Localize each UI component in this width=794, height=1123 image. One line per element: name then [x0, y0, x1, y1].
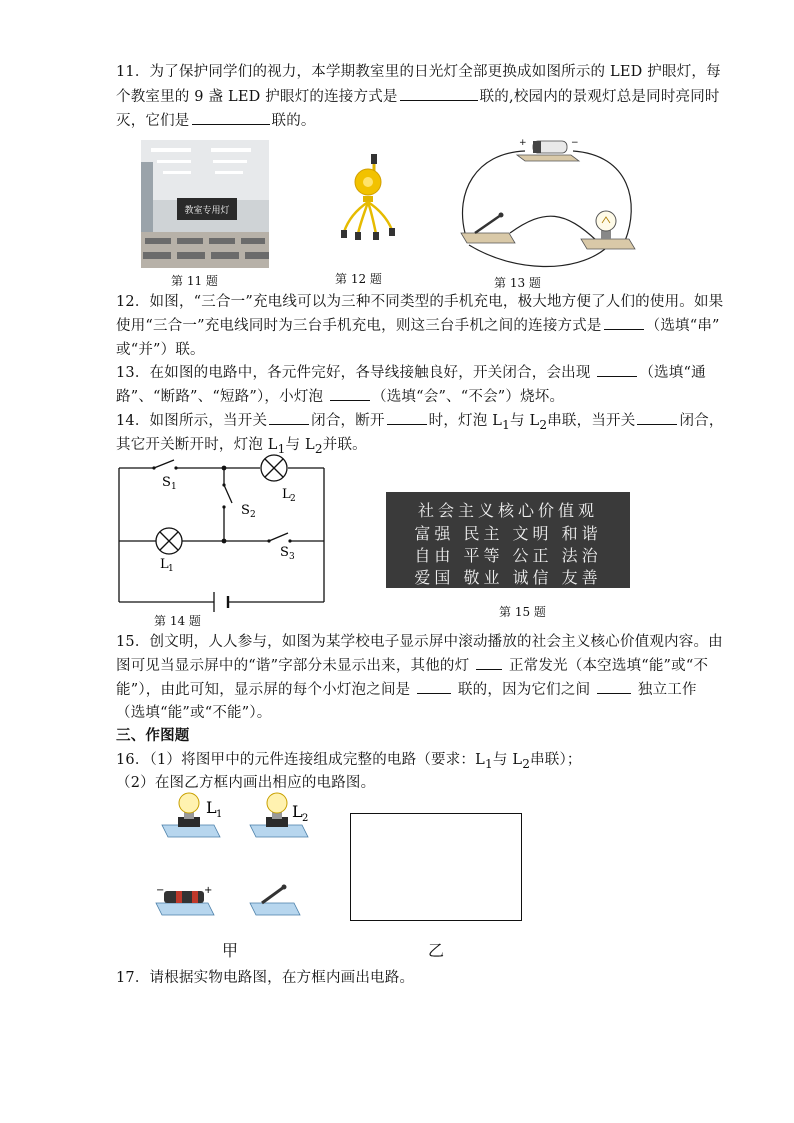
q12-line1: 12．如图，“三合一”充电线可以为三种不同类型的手机充电，极大地方便了人们的使用。如果 — [116, 294, 724, 310]
components-fig-jia — [158, 793, 318, 923]
label-s3-sub: 3 — [289, 552, 295, 562]
q11-line2 — [116, 85, 720, 106]
caption-fig15: 第 15 题 — [499, 605, 546, 619]
label-l2-sub: 2 — [302, 813, 309, 824]
q11-text: 联的。 — [271, 113, 316, 129]
q12-text: 使用“三合一”充电线同时为三台手机充电，则这三台手机之间的连接方式是 — [116, 318, 602, 334]
label-l1: L — [160, 557, 169, 572]
subscript: 2 — [539, 417, 548, 432]
label-s2-sub: 2 — [250, 510, 256, 520]
q16-text: 与 L — [492, 752, 523, 768]
subscript: 2 — [314, 441, 323, 456]
drawing-box-yi[interactable] — [350, 813, 522, 921]
label-s1-sub: 1 — [171, 482, 177, 492]
label-yi: 乙 — [428, 941, 445, 960]
answer-blank[interactable] — [387, 423, 427, 425]
q12-line2 — [116, 314, 720, 335]
q13-line1 — [116, 361, 706, 382]
q14-text: 并联。 — [322, 437, 367, 453]
q11-text: 联的,校园内的景观灯总是同时亮同时 — [479, 89, 720, 105]
answer-blank[interactable] — [400, 99, 478, 101]
q14-text: 14．如图所示，当开关 — [116, 413, 268, 429]
label-l2: L — [292, 802, 303, 821]
board-row: 自由 平等 公正 法治 — [414, 546, 602, 565]
board-row-title: 社会主义核心价值观 — [417, 501, 598, 520]
q13-line2 — [116, 385, 564, 406]
answer-blank[interactable] — [330, 399, 370, 401]
caption-fig11: 第 11 题 — [171, 274, 218, 288]
q16-line1 — [116, 748, 582, 771]
q12-text: （选填“串” — [645, 318, 720, 334]
q15-text: 正常发光（本空选填“能”或“不 — [504, 658, 709, 674]
svg-text:+: + — [204, 885, 213, 896]
q15-line3 — [116, 678, 697, 699]
section-heading: 三、作图题 — [116, 728, 190, 744]
board-row: 爱国 敬业 诚信 友善 — [414, 568, 602, 587]
led-display-board — [386, 492, 630, 588]
q15-text: 联的，因为它们之间 — [453, 682, 596, 698]
classroom-sign: 教室专用灯 — [184, 206, 230, 216]
q15-line1: 15．创文明，人人参与，如图为某学校电子显示屏中滚动播放的社会主义核心价值观内容。由 — [116, 634, 723, 650]
board-row: 富强 民主 文明 和谐 — [414, 524, 602, 543]
answer-blank[interactable] — [476, 668, 502, 670]
label-l2: L — [282, 487, 291, 502]
answer-blank[interactable] — [604, 328, 644, 330]
q14-text: 与 L — [510, 413, 540, 429]
q15-text: 图可见当显示屏中的“谐”字部分未显示出来，其他的灯 — [116, 658, 475, 674]
q14-text: 其它开关断开时，灯泡 L — [116, 437, 278, 453]
q14-line2 — [116, 433, 367, 456]
q13-text: （选填“通 — [639, 365, 706, 381]
circuit-diagram-fig14 — [114, 455, 330, 607]
q15-line2 — [116, 654, 708, 675]
caption-fig12: 第 12 题 — [335, 272, 382, 286]
q15-text: 能”），由此可知，显示屏的每个小灯泡之间是 — [116, 682, 416, 698]
q11-line1: 11．为了保护同学们的视力，本学期教室里的日光灯全部更换成如图所示的 LED 护眼灯，每 — [116, 64, 721, 80]
label-jia: 甲 — [222, 941, 239, 960]
charging-cable-image — [338, 150, 398, 240]
q13-text: 路”、“断路”、“短路”），小灯泡 — [116, 389, 329, 405]
q14-text: 与 L — [285, 437, 315, 453]
label-s3: S — [280, 545, 289, 560]
caption-fig14: 第 14 题 — [154, 614, 201, 628]
svg-text:−: − — [156, 885, 165, 896]
caption-fig13: 第 13 题 — [494, 276, 541, 290]
label-s1: S — [162, 475, 171, 490]
q16-text: 16．（1）将图甲中的元件连接组成完整的电路（要求：L — [116, 752, 485, 768]
label-l1: L — [206, 798, 217, 817]
answer-blank[interactable] — [597, 375, 637, 377]
q13-text: （选填“会”、“不会”）烧坏。 — [372, 389, 565, 405]
q13-text: 13．在如图的电路中，各元件完好，各导线接触良好，开关闭合，会出现 — [116, 365, 596, 381]
classroom-photo — [141, 140, 269, 268]
subscript: 1 — [502, 417, 510, 432]
answer-blank[interactable] — [637, 423, 677, 425]
q14-text: 串联，当开关 — [547, 413, 636, 429]
q15-line4: （选填“能”或“不能”）。 — [116, 705, 272, 721]
physical-circuit-fig13 — [455, 133, 645, 275]
q14-text: 闭合，断开 — [311, 413, 385, 429]
q14-text: 闭合， — [679, 413, 724, 429]
q17-line1: 17．请根据实物电路图，在方框内画出电路。 — [116, 970, 415, 986]
answer-blank[interactable] — [597, 692, 631, 694]
q12-line3: 或“并”）联。 — [116, 342, 205, 358]
svg-text:−: − — [571, 138, 579, 148]
label-s2: S — [241, 503, 250, 518]
q11-text: 个教室里的 9 盏 LED 护眼灯的连接方式是 — [116, 89, 398, 105]
subscript: 2 — [522, 756, 531, 771]
answer-blank[interactable] — [269, 423, 309, 425]
subscript: 1 — [484, 756, 493, 771]
q16-text: 串联）； — [530, 752, 582, 768]
subscript: 1 — [277, 441, 286, 456]
label-l2-sub: 2 — [290, 494, 296, 504]
svg-text:+: + — [519, 138, 527, 148]
label-l1-sub: 1 — [216, 809, 223, 820]
q15-text: 独立工作 — [633, 682, 697, 698]
q16-line2: （2）在图乙方框内画出相应的电路图。 — [116, 775, 376, 791]
q14-text: 时，灯泡 L — [428, 413, 503, 429]
label-l1-sub: 1 — [168, 564, 174, 574]
answer-blank[interactable] — [417, 692, 451, 694]
q11-text: 灭，它们是 — [116, 113, 190, 129]
answer-blank[interactable] — [192, 123, 270, 125]
q11-line3 — [116, 109, 316, 130]
q14-line1 — [116, 409, 724, 432]
